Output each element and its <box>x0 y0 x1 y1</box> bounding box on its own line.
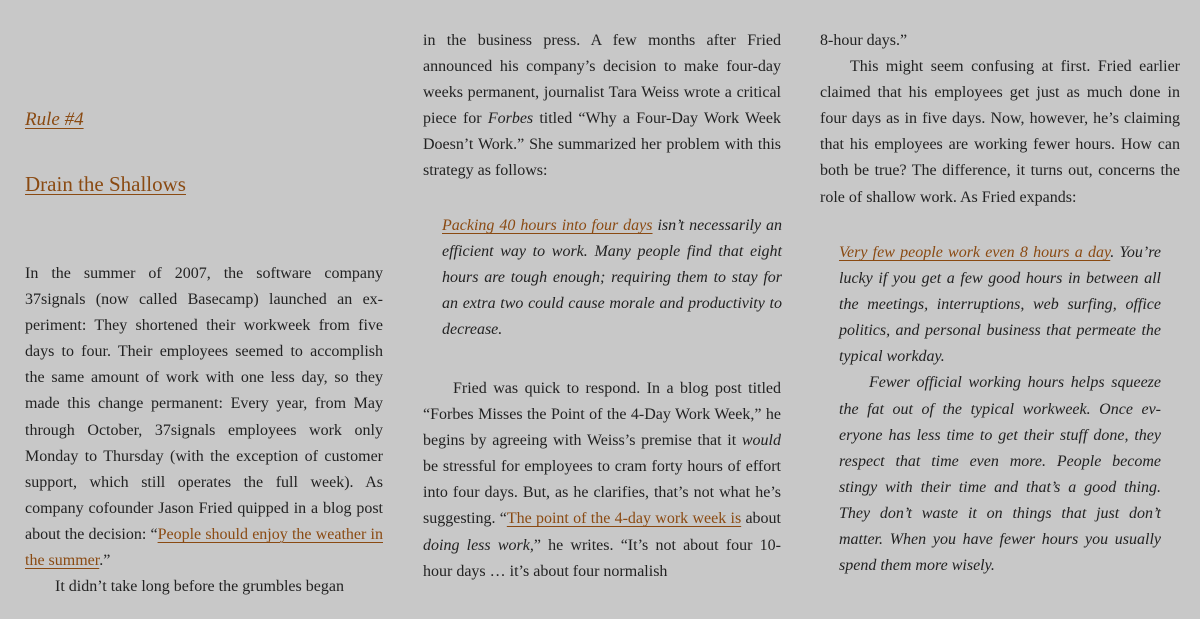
col3-paragraph-1: 8-hour days.” <box>820 32 908 49</box>
col2-para2-would: would <box>741 432 781 450</box>
people-enjoy-weather-link[interactable]: People should enjoy the weather in the summer <box>25 525 383 570</box>
col2-blockquote <box>442 213 782 343</box>
col2-para2-c: about <box>741 510 781 528</box>
col2-para1-pre: in the business press. A few months after Fried announced his company’s decision to make four-day weeks permanent, journalist Tara Weiss wrote a critical piece for <box>423 32 781 128</box>
col2-para2-d: ” he writes. “It’s not about four 10-hour days … it’s about four normalish <box>423 536 781 580</box>
col1-para1-text: In the summer of 2007, the software company 37signals (now called Basecamp) launched an experiment: They shortened their workweek from five days to four. Their employees seemed to accomplish the same amount of work with one less day, so they made this change permanent: Every year, from May through October, 37signals employees work only Monday to Thursday (with the exception of customer support, which still operates the full week). As company cofounder Jason Fried quipped in a blog post about the decision: “ <box>25 265 383 543</box>
col2-para2-b: be stressful for employees to cram forty hours of effort into four days. But, as he clarifies, that’s not what he’s suggesting. “ <box>423 458 781 528</box>
very-few-people-link[interactable]: Very few people work even 8 hours a day <box>839 244 1111 261</box>
col2-quote-paragraph <box>442 213 782 343</box>
col3-body-top <box>820 28 1180 211</box>
col2-paragraph-1 <box>423 28 781 185</box>
col2-para2-a: Fried was quick to respond. In a blog post titled “Forbes Misses the Point of the 4-Day Work Week,” he begins by agreeing with Weiss’s premise that it <box>423 380 781 450</box>
chapter-title-link[interactable]: Drain the Shallows <box>25 172 186 196</box>
col2-body-top <box>423 28 781 185</box>
col3-quote-paragraph-1 <box>839 240 1161 370</box>
col1-paragraph-2: It didn’t take long before the grumbles began <box>55 578 344 596</box>
col3-quote1-rest: . You’re lucky if you get a few good hours in between all the meetings, interruptions, web surfing, office politics, and personal business that permeate the typical workday. <box>839 244 1161 366</box>
col2-para2-doing-less: doing less work, <box>423 536 534 554</box>
col3-blockquote <box>839 240 1161 579</box>
col2-body-bottom <box>423 376 781 585</box>
packing-40-hours-link[interactable]: Packing 40 hours into four days <box>442 217 653 234</box>
col1-body <box>25 261 383 600</box>
col2-para1-post: titled “Why a Four-Day Work Week Doesn’t Work.” She summarized her problem with this strategy as follows: <box>423 110 782 180</box>
col1-para1-end: .” <box>99 552 111 570</box>
col2-paragraph-2 <box>423 376 781 585</box>
point-of-4-day-link[interactable]: The point of the 4-day work week is <box>506 510 742 528</box>
col3-quote-paragraph-2: Fewer official working hours helps squeeze the fat out of the typical workweek. Once everyone has less time to get their stuff done, they respect that time even more. People become stingy with their time and that’s a good thing. They don’t waste it on things that just don’t matter. When you have fewer hours you usually spend them more wisely. <box>839 374 1161 575</box>
col1-paragraph-1 <box>25 261 383 574</box>
col2-quote-rest: isn’t necessarily an efficient way to work. Many people find that eight hours are tough enough; requiring them to stay for an extra two could cause morale and productivity to decrease. <box>442 217 783 339</box>
col3-paragraph-2: This might seem confusing at first. Fried earlier claimed that his employees get just as much done in four days as in five days. Now, however, he’s claiming that his employees are working fewer hours. How can both be true? The difference, it turns out, concerns the role of shallow work. As Fried expands: <box>820 58 1180 206</box>
rule-label-link[interactable]: Rule #4 <box>25 109 84 130</box>
col2-para1-forbes: Forbes <box>487 110 534 128</box>
